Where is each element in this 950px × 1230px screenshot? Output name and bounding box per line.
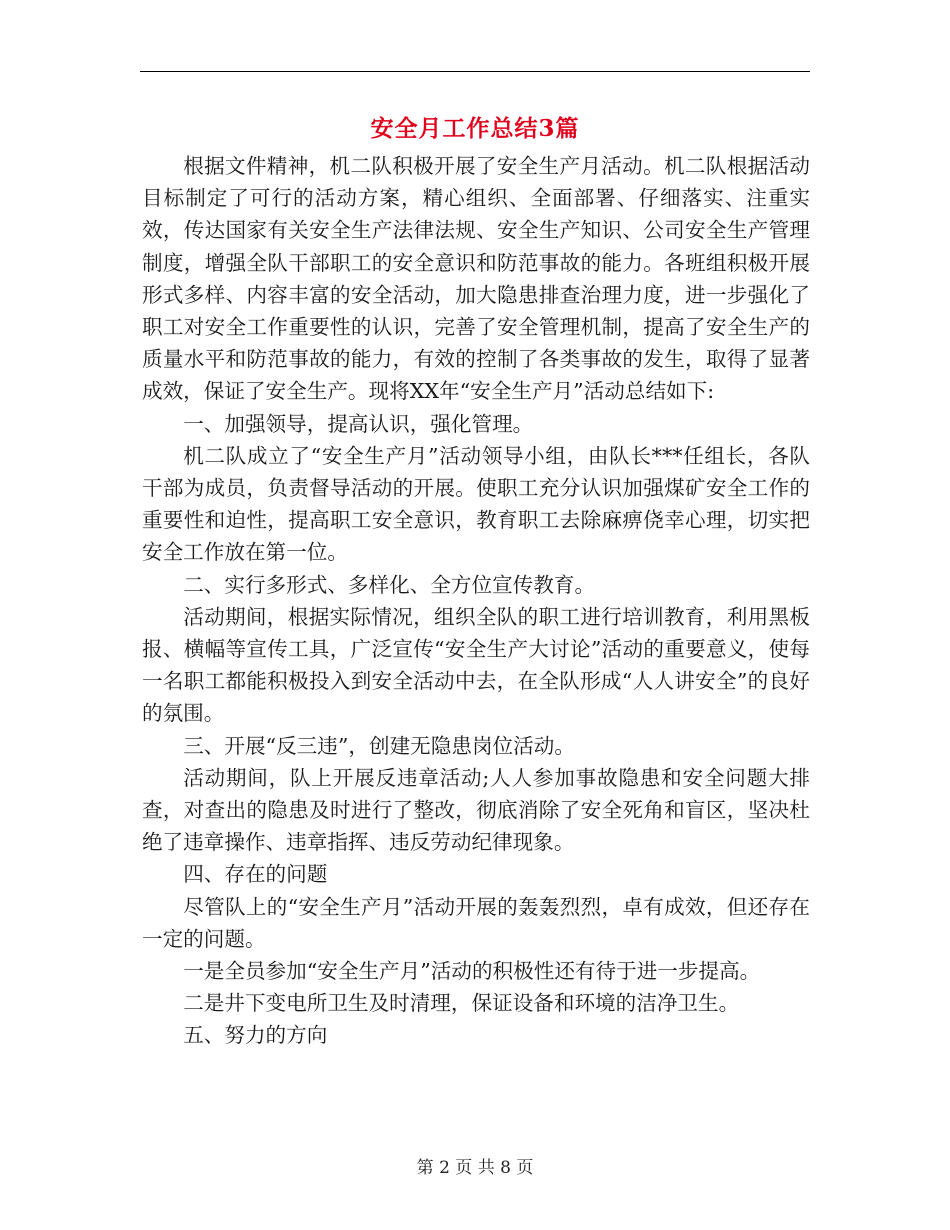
- document-body: [142, 150, 810, 1052]
- header-rule: [140, 71, 810, 72]
- paragraph-intro: 根据文件精神，机二队积极开展了安全生产月活动。机二队根据活动目标制定了可行的活动方案，精心组织、全面部署、仔细落实、注重实效，传达国家有关安全生产法律法规、安全生产知识、公司安全生产管理制度，增强全队干部职工的安全意识和防范事故的能力。各班组积极开展形式多样、内容丰富的安全活动，加大隐患排查治理力度，进一步强化了职工对安全工作重要性的认识，完善了安全管理机制，提高了安全生产的质量水平和防范事故的能力，有效的控制了各类事故的发生，取得了显著成效，保证了安全生产。现将XX年“安全生产月”活动总结如下:: [142, 154, 810, 404]
- paragraph-4: 尽管队上的“安全生产月”活动开展的轰轰烈烈，卓有成效，但还存在一定的问题。: [142, 894, 810, 951]
- document-title: 安全月工作总结3篇: [370, 115, 580, 142]
- section-heading-4: 四、存在的问题: [183, 862, 328, 887]
- problem-item-1: 一是全员参加“安全生产月”活动的积极性还有待于进一步提高。: [183, 959, 761, 984]
- paragraph-1: 机二队成立了“安全生产月”活动领导小组，由队长***任组长，各队干部为成员，负责督导活动的开展。使职工充分认识加强煤矿安全工作的重要性和迫性，提高职工安全意识，教育职工去除麻痹侥幸心理，切实把安全工作放在第一位。: [142, 443, 810, 565]
- paragraph-2: 活动期间，根据实际情况，组织全队的职工进行培训教育，利用黑板报、横幅等宣传工具，广泛宣传“安全生产大讨论”活动的重要意义，使每一名职工都能积极投入到安全活动中去，在全队形成“人人讲安全”的良好的氛围。: [142, 604, 810, 726]
- section-heading-2: 二、实行多形式、多样化、全方位宣传教育。: [183, 572, 596, 597]
- section-heading-5: 五、努力的方向: [183, 1023, 328, 1048]
- section-heading-1: 一、加强领导，提高认识，强化管理。: [183, 411, 534, 436]
- problem-item-2: 二是井下变电所卫生及时清理，保证设备和环境的洁净卫生。: [183, 991, 740, 1016]
- page-number: 第 2 页 共 8 页: [416, 1158, 534, 1178]
- section-heading-3: 三、开展“反三违”，创建无隐患岗位活动。: [183, 733, 575, 758]
- paragraph-3: 活动期间，队上开展反违章活动;人人参加事故隐患和安全问题大排查，对查出的隐患及时进行了整改，彻底消除了安全死角和盲区，坚决杜绝了违章操作、违章指挥、违反劳动纪律现象。: [142, 765, 810, 855]
